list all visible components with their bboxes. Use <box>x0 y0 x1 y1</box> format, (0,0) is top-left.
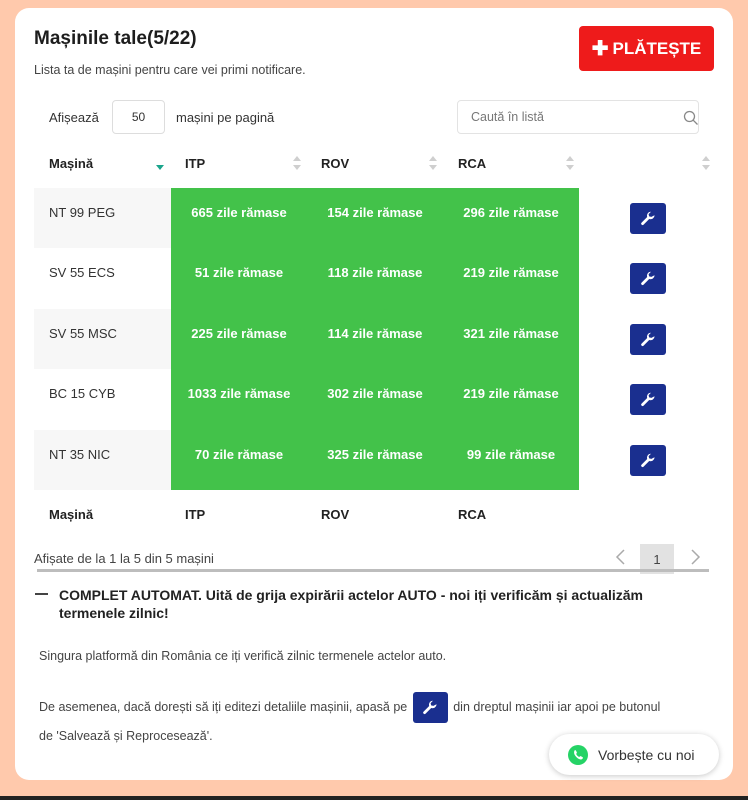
horizontal-scrollbar[interactable] <box>37 569 709 572</box>
column-header-rca[interactable]: RCA <box>458 156 487 171</box>
rov-days: 325 zile rămase <box>327 447 423 462</box>
wrench-icon <box>422 700 438 716</box>
rca-days: 321 zile rămase <box>463 326 559 341</box>
column-footer-rca: RCA <box>458 507 487 522</box>
page-title: Mașinile tale(5/22) <box>34 28 197 49</box>
rca-days: 219 zile rămase <box>463 265 559 280</box>
edit-car-button[interactable] <box>630 203 666 234</box>
edit-info-text: din dreptul mașinii iar apoi pe butonul <box>453 699 661 714</box>
rov-days: 154 zile rămase <box>327 205 423 220</box>
pay-button[interactable] <box>579 26 714 71</box>
pay-button-label: PLĂTEȘTE <box>612 38 702 58</box>
car-plate: BC 15 CYB <box>49 386 116 401</box>
car-plate: NT 35 NIC <box>49 447 111 462</box>
car-plate: SV 55 ECS <box>49 265 115 280</box>
column-header-itp[interactable]: ITP <box>185 156 206 171</box>
search-icon <box>683 110 699 126</box>
itp-days: 1033 zile rămase <box>187 386 291 401</box>
rca-days: 219 zile rămase <box>463 386 559 401</box>
edit-car-button[interactable] <box>630 445 666 476</box>
column-footer-car: Mașină <box>49 507 94 522</box>
page-length-select[interactable] <box>112 100 165 134</box>
itp-days: 225 zile rămase <box>191 326 287 341</box>
car-plate: SV 55 MSC <box>49 326 117 341</box>
info-paragraph: Singura platformă din România ce iți verifică zilnic termenele actelor auto. <box>39 649 447 663</box>
wrench-icon <box>640 271 656 287</box>
collapse-icon[interactable] <box>35 593 48 595</box>
wrench-icon <box>640 453 656 469</box>
edit-car-button[interactable] <box>630 384 666 415</box>
rca-days: 296 zile rămase <box>463 205 559 220</box>
column-header-car[interactable]: Mașină <box>49 156 94 171</box>
search-input[interactable] <box>457 100 699 134</box>
chevron-left-icon[interactable] <box>613 548 629 566</box>
edit-info-text: De asemenea, dacă dorești să iți editezi detaliile mașinii, apasă pe <box>39 699 408 714</box>
car-plate: NT 99 PEG <box>49 205 116 220</box>
page-subtitle: Lista ta de mașini pentru care vei primi notificare. <box>34 63 306 77</box>
sort-icon[interactable] <box>429 155 437 171</box>
pagination-info: Afișate de la 1 la 5 din 5 mașini <box>34 551 214 566</box>
window-bottom-border <box>0 796 748 800</box>
column-footer-rov: ROV <box>321 507 350 522</box>
itp-days: 665 zile rămase <box>191 205 287 220</box>
sort-icon[interactable] <box>293 155 301 171</box>
rov-days: 118 zile rămase <box>327 265 423 280</box>
sort-icon[interactable] <box>702 155 710 171</box>
edit-car-button[interactable] <box>630 263 666 294</box>
chat-button[interactable] <box>549 734 719 775</box>
whatsapp-icon <box>567 744 589 766</box>
wrench-icon <box>640 392 656 408</box>
chat-label: Vorbește cu noi <box>598 746 695 763</box>
rca-days: 99 zile rămase <box>466 447 556 462</box>
rov-days: 302 zile rămase <box>327 386 423 401</box>
chevron-right-icon[interactable] <box>687 548 703 566</box>
sort-desc-icon[interactable] <box>156 155 164 171</box>
show-label: Afișează <box>49 110 99 125</box>
column-header-rov[interactable]: ROV <box>321 156 350 171</box>
wrench-icon <box>640 332 656 348</box>
plus-icon: ✚ <box>591 38 609 60</box>
itp-days: 51 zile rămase <box>194 265 284 280</box>
accordion-title[interactable]: COMPLET AUTOMAT. Uită de grija expirării actelor AUTO - noi iți verificăm și actualizăm termenele zilnic! <box>59 587 643 621</box>
itp-days: 70 zile rămase <box>194 447 284 462</box>
rov-days: 114 zile rămase <box>327 326 423 341</box>
sort-icon[interactable] <box>566 155 574 171</box>
cars-card <box>15 8 733 780</box>
edit-info-text: de 'Salvează și Reprocesează'. <box>39 729 213 743</box>
page-button[interactable]: 1 <box>640 544 674 574</box>
column-footer-itp: ITP <box>185 507 206 522</box>
per-page-label: mașini pe pagină <box>176 110 275 125</box>
wrench-icon-example <box>413 692 448 723</box>
wrench-icon <box>640 211 656 227</box>
edit-car-button[interactable] <box>630 324 666 355</box>
